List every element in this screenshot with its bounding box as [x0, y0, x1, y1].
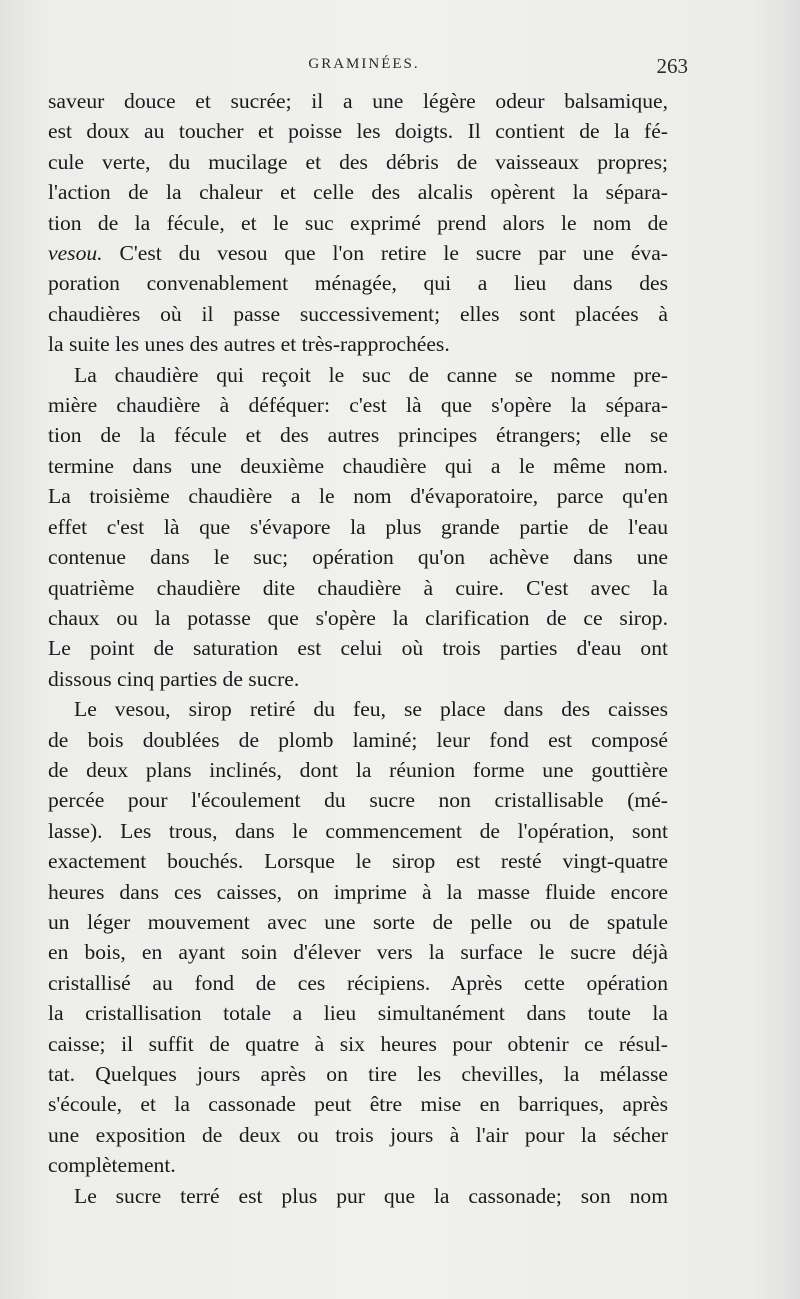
text-line: mière chaudière à déféquer: c'est là que s'opère la sépara- — [48, 393, 668, 418]
text-line: La chaudière qui reçoit le suc de canne se nomme pre- — [74, 362, 668, 387]
italic-term: vesou. — [48, 241, 103, 266]
text-line: poration convenablement ménagée, qui a lieu dans des — [48, 271, 668, 296]
text-line: un léger mouvement avec une sorte de pelle ou de spatule — [48, 909, 668, 934]
text-line: est doux au toucher et poisse les doigts. Il contient de la fé- — [48, 119, 668, 144]
page-number: 263 — [656, 54, 688, 78]
text-line: de bois doublées de plomb laminé; leur fond est composé — [48, 727, 668, 752]
text-line: caisse; il suffit de quatre à six heures pour obtenir ce résul- — [48, 1031, 668, 1056]
text-line: percée pour l'écoulement du sucre non cristallisable (mé- — [48, 788, 668, 813]
text-line: Le sucre terré est plus pur que la cassonade; son nom — [74, 1183, 668, 1208]
text-line: cristallisé au fond de ces récipiens. Après cette opération — [48, 970, 668, 995]
text-line: exactement bouchés. Lorsque le sirop est resté vingt-quatre — [48, 849, 668, 874]
text-line: tion de la fécule et des autres principes étrangers; elle se — [48, 423, 668, 448]
body-text — [48, 86, 668, 1211]
text-line: heures dans ces caisses, on imprime à la masse fluide encore — [48, 879, 668, 904]
text-line: Le vesou, sirop retiré du feu, se place dans des caisses — [74, 697, 668, 722]
text-line: cule verte, du mucilage et des débris de vaisseaux propres; — [48, 149, 668, 174]
text-line: lasse). Les trous, dans le commencement de l'opération, sont — [48, 818, 668, 843]
text-line: contenue dans le suc; opération qu'on achève dans une — [48, 545, 668, 570]
text-line: chaudières où il passe successivement; elles sont placées à — [48, 301, 668, 326]
text-line: une exposition de deux ou trois jours à l'air pour la sécher — [48, 1122, 668, 1147]
text-line: chaux ou la potasse que s'opère la clarification de ce sirop. — [48, 605, 668, 630]
paragraph-4 — [48, 1181, 668, 1211]
running-head — [48, 54, 688, 86]
text-line: Le point de saturation est celui où trois parties d'eau ont — [48, 636, 668, 661]
text-line: tion de la fécule, et le suc exprimé prend alors le nom de — [48, 210, 668, 235]
text-line: saveur douce et sucrée; il a une légère odeur balsamique, — [48, 89, 668, 113]
paragraph-1 — [48, 86, 668, 360]
paragraph-3 — [48, 694, 668, 1181]
text-line: tat. Quelques jours après on tire les chevilles, la mélasse — [48, 1062, 668, 1086]
running-title: GRAMINÉES. — [308, 56, 420, 72]
text-line: complètement. — [48, 1153, 176, 1178]
text-line: La troisième chaudière a le nom d'évaporatoire, parce qu'en — [48, 484, 668, 509]
line-rest: C'est du vesou que l'on retire le sucre par une éva- — [102, 241, 668, 266]
text-line: l'action de la chaleur et celle des alcalis opèrent la sépara- — [48, 180, 668, 205]
text-line: dissous cinq parties de sucre. — [48, 666, 300, 691]
text-line: s'écoule, et la cassonade peut être mise en barriques, après — [48, 1092, 668, 1117]
paragraph-2 — [48, 360, 668, 694]
text-line: la suite les unes des autres et très-rapprochées. — [48, 332, 450, 357]
text-line — [48, 238, 668, 268]
text-line: effet c'est là que s'évapore la plus grande partie de l'eau — [48, 514, 668, 539]
text-line: de deux plans inclinés, dont la réunion forme une gouttière — [48, 757, 668, 782]
text-line: quatrième chaudière dite chaudière à cuire. C'est avec la — [48, 575, 668, 600]
text-line: en bois, en ayant soin d'élever vers la surface le sucre déjà — [48, 940, 668, 965]
text-line: termine dans une deuxième chaudière qui a le même nom. — [48, 453, 668, 478]
text-line: la cristallisation totale a lieu simultanément dans toute la — [48, 1001, 668, 1026]
